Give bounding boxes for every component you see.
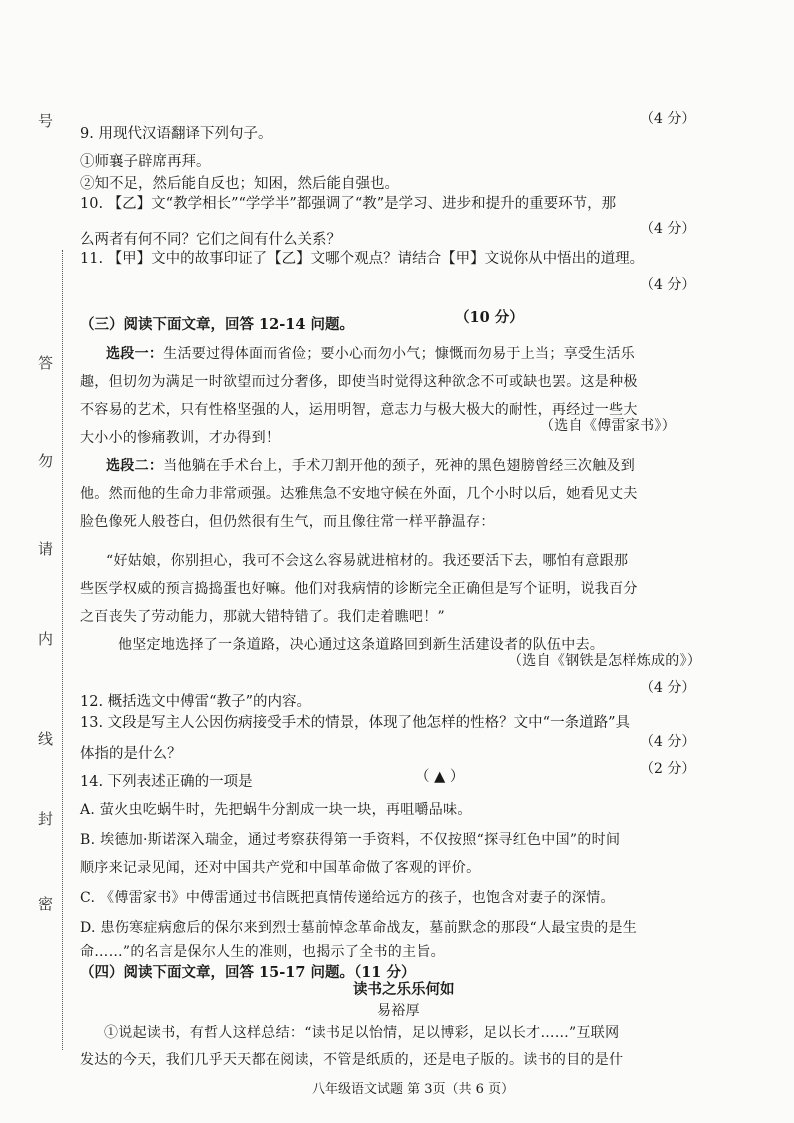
section-3-heading: （三）阅读下面文章，回答 12-14 问题。 [80,316,354,333]
q14-option-c: C. 《傅雷家书》中傅雷通过书信既把真情传递给远方的孩子，也饱含对妻子的深情。 [80,890,615,906]
section-4-heading: （四）阅读下面文章，回答 15-17 问题。（11 分） [80,964,416,981]
q14-option-b-line-2: 顺序来记录见闻，还对中国共产党和中国革命做了客观的评价。 [80,860,481,876]
excerpt-2-line-7: 他坚定地选择了一条道路，决心通过这条道路回到新生活建设者的队伍中去。 [118,637,605,653]
margin-char: 线 [38,730,54,748]
excerpt-1-line-1: 选段一：生活要过得体面而省俭；要小心而勿小气；慷慨而勿易于上当；享受生活乐 [106,346,636,362]
q11-score: （4 分） [640,277,696,293]
q10-line-1: 10. 【乙】文“教学相长”“学学半”都强调了“教”是学习、进步和提升的重要环节，那 [80,196,617,212]
margin-char: 内 [38,630,54,648]
excerpt-1-line-4: 大小小的惨痛教训，才办得到！ [80,430,281,446]
excerpt-2-line-3: 脸色像死人般苍白，但仍然很有生气，而且像往常一样平静温存： [80,514,495,530]
excerpt-2-line-5: 些医学权威的预言捣捣蛋也好嘛。他们对我病情的诊断完全正确但是写个证明，说我百分 [80,581,638,597]
q14-text: 14. 下列表述正确的一项是 [80,774,253,790]
margin-char: 请 [38,540,54,558]
article-title: 读书之乐乐何如 [353,981,455,998]
margin-char: 密 [38,895,54,913]
page-footer: 八年级语文试题 第 3页（共 6 页） [312,1082,515,1097]
q10-line-2: 么两者有何不同？它们之间有什么关系？ [80,232,341,248]
q11-line-1: 11. 【甲】文中的故事印证了【乙】文哪个观点？请结合【甲】文说你从中悟出的道理。 [80,251,645,267]
excerpt-2-line-1: 选段二：当他躺在手术台上，手术刀割开他的颈子，死神的黑色翅膀曾经三次触及到 [106,458,636,474]
q14-option-b-line-1: B. 埃德加·斯诺深入瑞金，通过考察获得第一手资料，不仅按照“探寻红色中国”的时间 [80,832,621,848]
excerpt-2-source: （选自《钢铁是怎样炼成的》） [508,653,702,669]
article-line-2: 发达的今天，我们几乎天天都在阅读，不管是纸质的，还是电子版的。读书的目的是什 [80,1052,624,1068]
q13-line-1: 13. 文段是写主人公因伤病接受手术的情景，体现了他怎样的性格？文中“一条道路”具 [80,715,630,731]
q12-text: 12. 概括选文中傅雷“教子”的内容。 [80,694,311,710]
article-line-1: ①说起读书，有哲人这样总结：“读书足以怡情，足以博彩，足以长才……”互联网 [104,1025,620,1041]
q10-score: （4 分） [640,221,696,237]
q13-score: （4 分） [640,734,696,750]
margin-char: 答 [38,354,54,372]
q14-option-a: A. 萤火虫吃蜗牛时，先把蜗牛分割成一块一块，再咀嚼品味。 [80,802,472,818]
section-3-score: （10 分） [455,309,524,326]
excerpt-2-line-4: “好姑娘，你别担心，我可不会这么容易就进棺材的。我还要活下去，哪怕有意跟那 [106,553,629,569]
excerpt-1-line-3: 不容易的艺术，只有性格坚强的人，运用明智，意志力与极大极大的耐性，再经过一些大 [80,402,638,418]
q13-line-2: 体指的是什么？ [80,746,182,762]
q9-sentence-1: ①师襄子辟席再拜。 [80,154,211,170]
q9-score: （4 分） [640,111,696,127]
q14-answer-blank: （ ▲ ） [415,769,465,785]
excerpt-1-label: 选段一： [106,346,164,362]
margin-char: 勿 [38,452,54,470]
q14-option-d-line-1: D. 患伤寒症病愈后的保尔来到烈士墓前悼念革命战友，墓前默念的那段“人最宝贵的是生 [80,920,638,936]
excerpt-1-source: （选自《傅雷家书》） [540,418,676,434]
excerpt-2-line-6: 之百丧失了劳动能力，那就大错特错了。我们走着瞧吧！” [80,609,445,625]
q14-option-d-line-2: 命……”的名言是保尔人生的准则，也揭示了全书的主旨。 [80,944,445,960]
excerpt-2-line-2: 他。然而他的生命力非常顽强。达雅焦急不安地守候在外面，几个小时以后，她看见丈夫 [80,486,638,502]
q12-score: （4 分） [640,680,696,696]
margin-char: 号 [38,112,54,130]
q9-text: 9. 用现代汉语翻译下列句子。 [80,126,273,142]
margin-char: 封 [38,810,54,828]
article-author: 易裕厚 [377,1003,420,1019]
excerpt-2-label: 选段二： [106,458,164,474]
q14-score: （2 分） [640,761,696,777]
q9-sentence-2: ②知不足，然后能自反也；知困，然后能自强也。 [80,176,399,192]
excerpt-1-line-2: 趣，但切勿为满足一时欲望而过分奢侈，即使当时觉得这种欲念不可或缺也罢。这是种极 [80,374,638,390]
binding-line [62,250,63,1050]
